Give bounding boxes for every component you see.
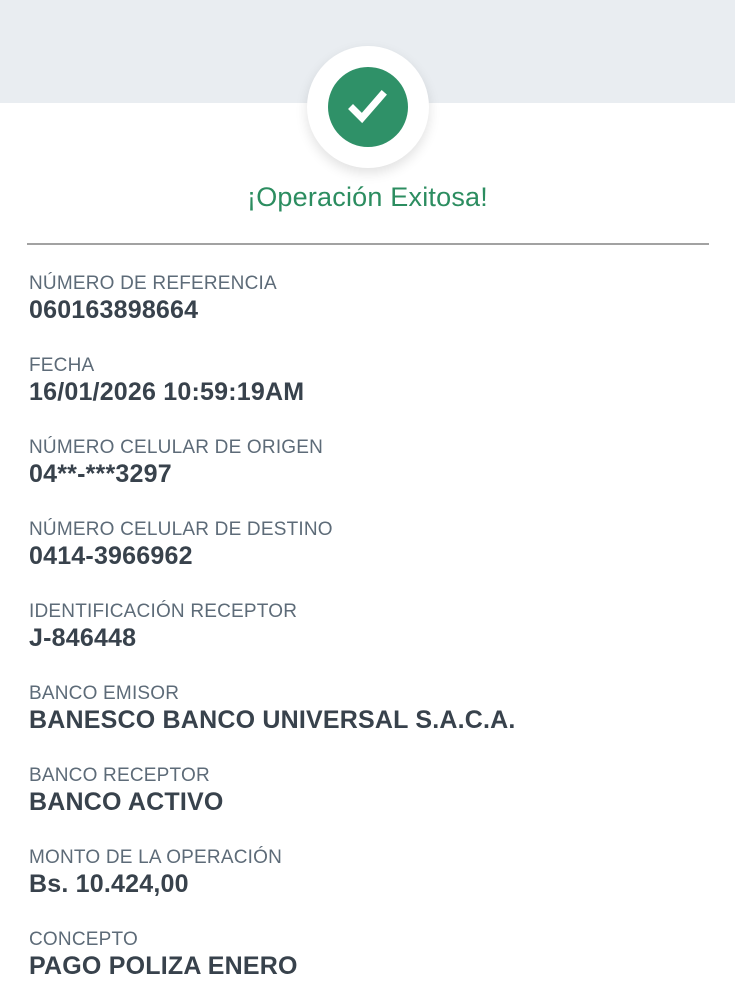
check-icon: [328, 67, 408, 147]
field-value: 060163898664: [29, 296, 199, 324]
success-badge: [307, 46, 429, 168]
field-row: [29, 436, 715, 488]
field-row: [29, 764, 715, 816]
field-value: BANCO ACTIVO: [29, 788, 224, 816]
field-row: [29, 928, 715, 980]
field-row: [29, 682, 715, 734]
field-label: IDENTIFICACIÓN RECEPTOR: [29, 601, 298, 622]
field-value: 0414-3966962: [29, 542, 193, 570]
field-label: NÚMERO CELULAR DE ORIGEN: [29, 437, 324, 458]
field-label: BANCO RECEPTOR: [29, 765, 210, 786]
field-row: [29, 518, 715, 570]
field-label: CONCEPTO: [29, 929, 138, 950]
field-value: PAGO POLIZA ENERO: [29, 952, 298, 980]
field-label: BANCO EMISOR: [29, 683, 180, 704]
field-label: NÚMERO CELULAR DE DESTINO: [29, 519, 333, 540]
field-label: NÚMERO DE REFERENCIA: [29, 273, 277, 294]
field-label: MONTO DE LA OPERACIÓN: [29, 847, 283, 868]
field-row: [29, 600, 715, 652]
field-row: [29, 354, 715, 406]
field-value: 04**-***3297: [29, 460, 172, 488]
field-label: FECHA: [29, 355, 95, 376]
divider: [27, 243, 709, 245]
field-value: 16/01/2026 10:59:19AM: [29, 378, 305, 406]
field-value: Bs. 10.424,00: [29, 870, 189, 898]
field-row: [29, 846, 715, 898]
fields-list: [29, 272, 715, 1002]
field-value: J-846448: [29, 624, 137, 652]
field-value: BANESCO BANCO UNIVERSAL S.A.C.A.: [29, 706, 516, 734]
field-row: [29, 272, 715, 324]
page-title: ¡Operación Exitosa!: [247, 182, 488, 212]
